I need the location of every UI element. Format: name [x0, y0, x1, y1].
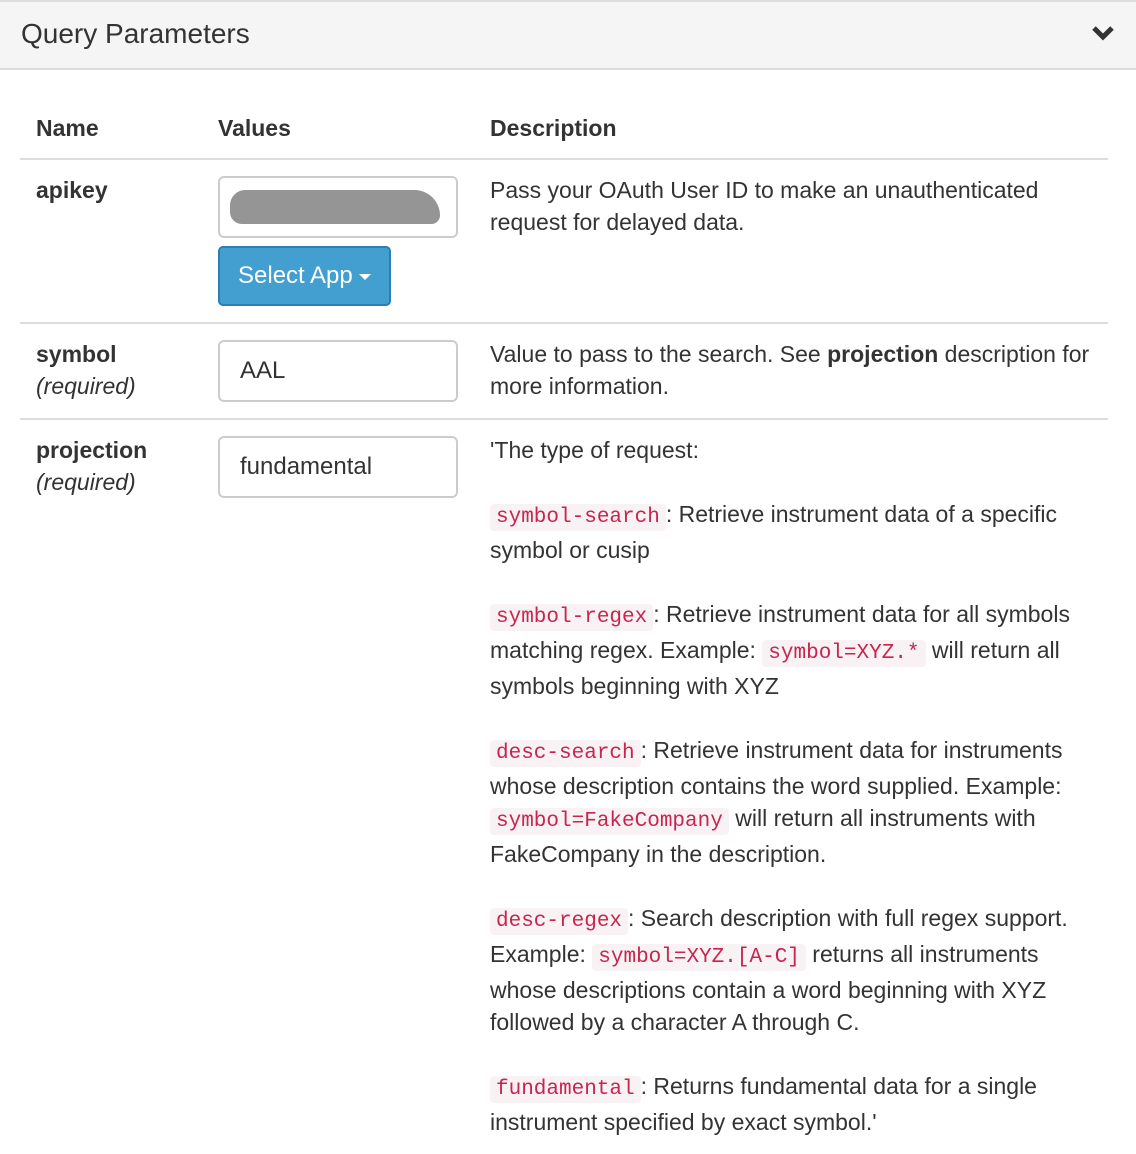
- code-snippet: symbol=XYZ.*: [762, 640, 925, 667]
- desc-text: Value to pass to the search. See: [490, 341, 828, 367]
- desc-paragraph: [490, 902, 1092, 1038]
- code-snippet: symbol=FakeCompany: [490, 808, 729, 835]
- desc-paragraph: [490, 1070, 1092, 1138]
- desc-text: : Retrieve instrument data for instruments whose description contains the word supplied. Example:: [490, 737, 1063, 799]
- desc-text: : Retrieve instrument data of a specific symbol or cusip: [490, 501, 1058, 563]
- desc-text: description for more information.: [490, 341, 1090, 399]
- code-snippet: desc-regex: [490, 908, 628, 935]
- param-description: Pass your OAuth User ID to make an unauthenticated request for delayed data.: [490, 177, 1039, 235]
- table-row-apikey: [20, 159, 1108, 323]
- desc-bold: projection: [827, 341, 939, 367]
- redacted-mask: [230, 190, 440, 224]
- desc-text: will return all symbols beginning with XYZ: [490, 637, 1060, 699]
- required-label: (required): [36, 469, 136, 495]
- desc-paragraph: [490, 598, 1092, 702]
- code-snippet: fundamental: [490, 1076, 641, 1103]
- code-snippet: desc-search: [490, 740, 641, 767]
- table-row-projection: [20, 419, 1108, 1154]
- desc-intro: 'The type of request:: [490, 437, 699, 463]
- desc-paragraph: [490, 734, 1092, 870]
- panel-header[interactable]: [0, 0, 1136, 70]
- desc-text: returns all instruments whose descriptions contain a word beginning with XYZ followed by a character A through C.: [490, 941, 1047, 1035]
- param-name: symbol: [36, 341, 117, 367]
- desc-text: : Retrieve instrument data for all symbols matching regex. Example:: [490, 601, 1070, 663]
- code-snippet: symbol-regex: [490, 604, 653, 631]
- desc-text: : Search description with full regex support. Example:: [490, 905, 1068, 967]
- parameters-table: [20, 98, 1108, 1154]
- select-app-label: Select App: [238, 262, 353, 289]
- panel-title: Query Parameters: [21, 18, 250, 49]
- header-values: Values: [202, 98, 474, 159]
- table-row-symbol: [20, 323, 1108, 419]
- param-description: [474, 323, 1108, 419]
- projection-input[interactable]: [218, 436, 458, 498]
- desc-text: will return all instruments with FakeCompany in the description.: [490, 805, 1036, 867]
- symbol-input[interactable]: [218, 340, 458, 402]
- param-name: apikey: [36, 177, 108, 203]
- chevron-down-icon[interactable]: [1092, 24, 1114, 42]
- desc-text: : Returns fundamental data for a single instrument specified by exact symbol.': [490, 1073, 1037, 1135]
- apikey-input[interactable]: [218, 176, 458, 238]
- param-description: [474, 419, 1108, 1154]
- code-snippet: symbol-search: [490, 504, 666, 531]
- required-label: (required): [36, 373, 136, 399]
- param-name: projection: [36, 437, 148, 463]
- header-description: Description: [474, 98, 1108, 159]
- caret-down-icon: [359, 274, 371, 280]
- select-app-button[interactable]: [218, 246, 391, 306]
- code-snippet: symbol=XYZ.[A-C]: [592, 944, 806, 971]
- desc-paragraph: [490, 498, 1092, 566]
- header-name: Name: [20, 98, 202, 159]
